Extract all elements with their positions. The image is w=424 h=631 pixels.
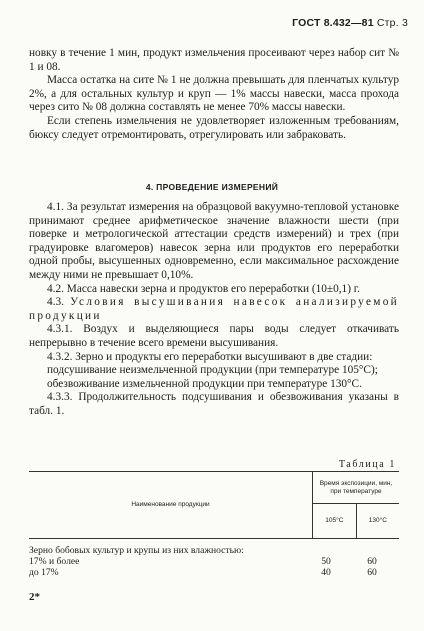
page-number: Стр. 3 (376, 17, 408, 29)
paragraph-stage-1: подсушивание неизмельченной продукции (при температуре 105°C); (47, 364, 378, 377)
paragraph: Если степень измельчения не удовлетворяет изложенным требованиям, бюксу следует отремонтировать, отрегулировать или забраковать. (29, 114, 399, 141)
top-text (29, 47, 399, 142)
signature-mark: 2* (29, 591, 40, 603)
column-header-105: 105°C (313, 504, 357, 539)
table-row (29, 556, 399, 567)
column-header-130: 130°C (356, 504, 399, 539)
paragraph-stage-2: обезвоживание измельченной продукции при температуре 130°C. (47, 377, 362, 390)
paragraph-4-3 (29, 296, 399, 323)
clause-title: Условия высушивания навесок анализируемой продукции (29, 296, 399, 322)
section-heading: 4. ПРОВЕДЕНИЕ ИЗМЕРЕНИЙ (145, 182, 279, 192)
paragraph-4-2: 4.2. Масса навески зерна и продуктов его переработки (10±0,1) г. (47, 282, 360, 295)
group-label: Зерно бобовых культур и крупы из них влажностью: (29, 545, 244, 556)
table-body (29, 545, 399, 578)
table-row (29, 567, 399, 578)
page-header (292, 17, 408, 29)
row-label: до 17% (29, 567, 59, 578)
column-header-time: Время экспозиции, мин, при температуре (313, 472, 400, 504)
paragraph-4-3-2: 4.3.2. Зерно и продукты его переработки высушивают в две стадии: (47, 350, 373, 363)
doc-number: ГОСТ 8.432—81 (292, 17, 374, 29)
paragraph-4-3-3: 4.3.3. Продолжительность подсушивания и обезвоживания указаны в табл. 1. (29, 391, 399, 417)
cell-130: 60 (367, 567, 377, 578)
exposure-table (29, 471, 399, 539)
paragraph: новку в течение 1 мин, продукт измельчения просеивают через набор сит № 1 и 08. (29, 47, 399, 73)
column-header-product: Наименование продукции (29, 472, 313, 539)
paragraph-4-1: 4.1. За результат измерения на образцовой вакуумно-тепловой установке принимают среднее арифметическое значение влажности шести (при поверке и метрологической аттестации средств измерений) и трех (при градуировке влагомеров) навесок зерна или продуктов его переработки одной пробы, высушенных одновременно, если максимальное расхождение между ними не превышает 0,10%. (29, 201, 399, 281)
table-row (29, 545, 399, 556)
paragraph-4-3-1: 4.3.1. Воздух и выделяющиеся пары воды следует откачивать непрерывно в течение всего времени высушивания. (29, 323, 399, 349)
paragraph: Масса остатка на сите № 1 не должна превышать для пленчатых культур 2%, а для остальных культур и круп — 1% массы навески, масса прохода через сито № 08 должна составлять не менее 70% массы навески. (29, 74, 399, 114)
row-label: 17% и более (29, 556, 80, 567)
cell-105: 50 (321, 556, 331, 567)
section-text (29, 201, 399, 419)
clause-number: 4.3. (47, 296, 64, 309)
table-caption: Таблица 1 (338, 459, 396, 470)
cell-105: 40 (321, 567, 331, 578)
cell-130: 60 (367, 556, 377, 567)
